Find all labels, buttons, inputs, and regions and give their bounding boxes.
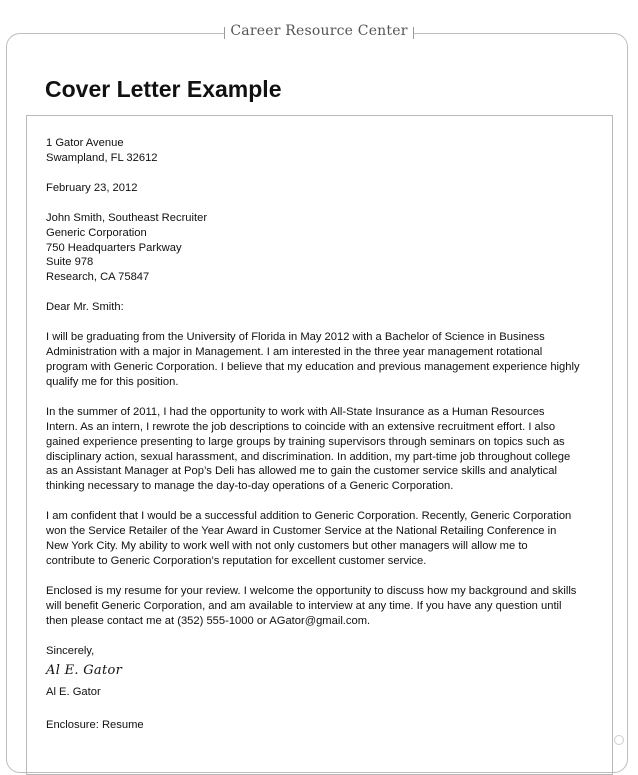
corner-mark xyxy=(614,735,624,745)
paragraph-line: New York City. My ability to work well with not only customers but other managers will allow me to xyxy=(46,540,528,553)
paragraph-line: contribute to Generic Corporation’s reputation for excellent customer service. xyxy=(46,554,427,567)
paragraph-line: disciplinary action, sexual harassment, and discrimination. In addition, my part-time job throughout college xyxy=(46,450,571,463)
body-paragraph xyxy=(46,405,591,494)
paragraph-line: program with Generic Corporation. I believe that my education and previous management experience highly xyxy=(46,360,580,373)
address-line: Swampland, FL 32612 xyxy=(46,151,158,164)
closing: Sincerely, xyxy=(46,644,95,657)
site-name: Career Resource Center xyxy=(224,23,413,39)
letter-date: February 23, 2012 xyxy=(46,181,138,194)
paragraph-line: gained experience presenting to large groups by training supervisors through seminars on topics such as xyxy=(46,435,565,448)
paragraph-line: will benefit Generic Corporation, and am available to interview at any time. If you have any question until xyxy=(46,599,562,612)
address-line: 1 Gator Avenue xyxy=(46,137,124,149)
paragraph-line: Administration with a major in Management. I am interested in the three year management rotational xyxy=(46,346,543,359)
paragraph-line: In the summer of 2011, I had the opportunity to work with All-State Insurance as a Human Resources xyxy=(46,405,545,418)
paragraph-line: thinking necessary to manage the day-to-day operations of a Generic Corporation. xyxy=(46,480,454,493)
cover-letter xyxy=(46,136,591,748)
handwritten-signature: Al E. Gator xyxy=(46,663,123,679)
recipient-line: 750 Headquarters Parkway xyxy=(46,241,182,254)
paragraph-line: won the Service Retailer of the Year Award in Customer Service at the National Retailing Conference in xyxy=(46,525,557,538)
paragraph-line: as an Assistant Manager at Pop’s Deli has allowed me to gain the customer service skills and analytical xyxy=(46,465,557,478)
body-paragraph xyxy=(46,330,591,390)
recipient-address xyxy=(46,211,591,286)
recipient-line: Generic Corporation xyxy=(46,226,147,239)
body-paragraph xyxy=(46,509,591,569)
enclosure-note: Enclosure: Resume xyxy=(46,719,144,732)
recipient-line: Suite 978 xyxy=(46,256,94,269)
salutation: Dear Mr. Smith: xyxy=(46,301,124,314)
body-paragraph xyxy=(46,584,591,629)
sender-address xyxy=(46,136,591,166)
paragraph-line: Intern. As an intern, I rewrote the job descriptions to coincide with an extensive recruitment effort. I also xyxy=(46,420,556,433)
paragraph-line: qualify me for this position. xyxy=(46,375,179,388)
recipient-line: John Smith, Southeast Recruiter xyxy=(46,211,208,224)
paragraph-line: I will be graduating from the University of Florida in May 2012 with a Bachelor of Science in Business xyxy=(46,331,545,344)
paragraph-line: then please contact me at (352) 555-1000 or AGator@gmail.com. xyxy=(46,614,371,627)
paragraph-line: Enclosed is my resume for your review. I welcome the opportunity to discuss how my background and skills xyxy=(46,584,577,597)
printed-name: Al E. Gator xyxy=(46,686,101,699)
page-title: Cover Letter Example xyxy=(45,76,282,102)
recipient-line: Research, CA 75847 xyxy=(46,271,150,284)
paragraph-line: I am confident that I would be a successful addition to Generic Corporation. Recently, Generic Corporation xyxy=(46,510,572,523)
